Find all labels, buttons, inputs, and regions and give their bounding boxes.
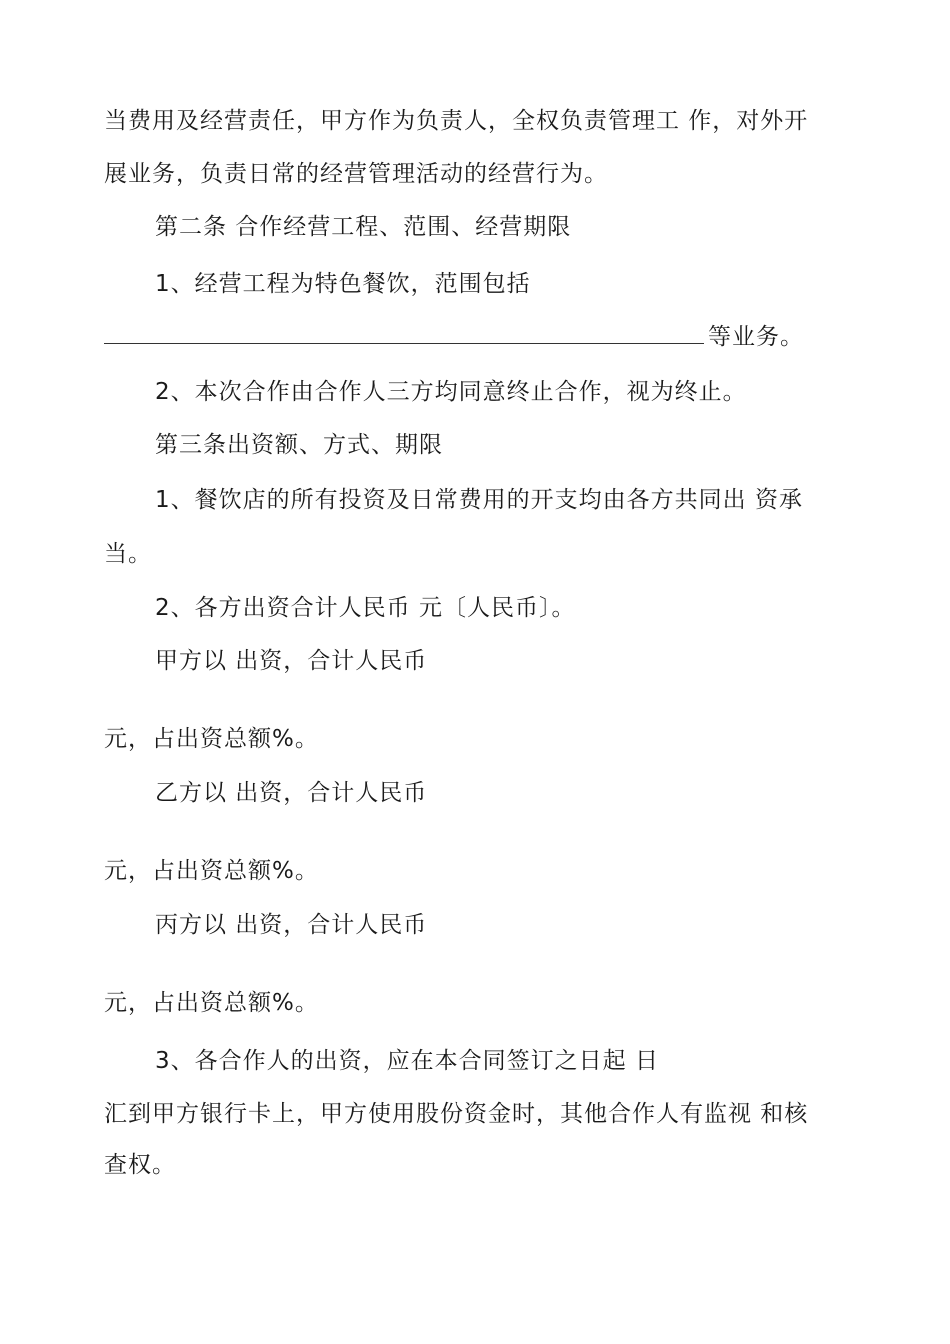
clause-line bbox=[104, 322, 804, 352]
clause-line: 1、经营工程为特色餐饮，范围包括 bbox=[155, 271, 531, 297]
clause-line: 2、各方出资合计人民币 元〔人民币〕。 bbox=[155, 595, 576, 621]
paragraph-line: 当。 bbox=[104, 541, 152, 567]
fill-in-blank bbox=[104, 325, 704, 344]
article-heading: 第三条出资额、方式、期限 bbox=[155, 432, 443, 458]
clause-line: 1、餐饮店的所有投资及日常费用的开支均由各方共同出 资承 bbox=[155, 487, 803, 513]
paragraph-line: 查权。 bbox=[104, 1152, 176, 1178]
paragraph-line: 汇到甲方银行卡上，甲方使用股份资金时，其他合作人有监视 和核 bbox=[104, 1101, 809, 1127]
party-line: 丙方以 出资，合计人民币 bbox=[155, 912, 428, 938]
paragraph-line: 元，占出资总额%。 bbox=[104, 858, 319, 884]
paragraph-line: 元，占出资总额%。 bbox=[104, 726, 319, 752]
clause-line: 2、本次合作由合作人三方均同意终止合作，视为终止。 bbox=[155, 379, 747, 405]
article-heading: 第二条 合作经营工程、范围、经营期限 bbox=[155, 214, 572, 240]
paragraph-line: 展业务，负责日常的经营管理活动的经营行为。 bbox=[104, 161, 608, 187]
paragraph-line: 当费用及经营责任，甲方作为负责人，全权负责管理工 作，对外开 bbox=[104, 108, 809, 134]
party-line: 乙方以 出资，合计人民币 bbox=[155, 780, 428, 806]
party-line: 甲方以 出资，合计人民币 bbox=[155, 648, 428, 674]
paragraph-line: 元，占出资总额%。 bbox=[104, 990, 319, 1016]
clause-line: 3、各合作人的出资，应在本合同签订之日起 日 bbox=[155, 1048, 659, 1074]
clause-text: 等业务。 bbox=[708, 324, 804, 350]
